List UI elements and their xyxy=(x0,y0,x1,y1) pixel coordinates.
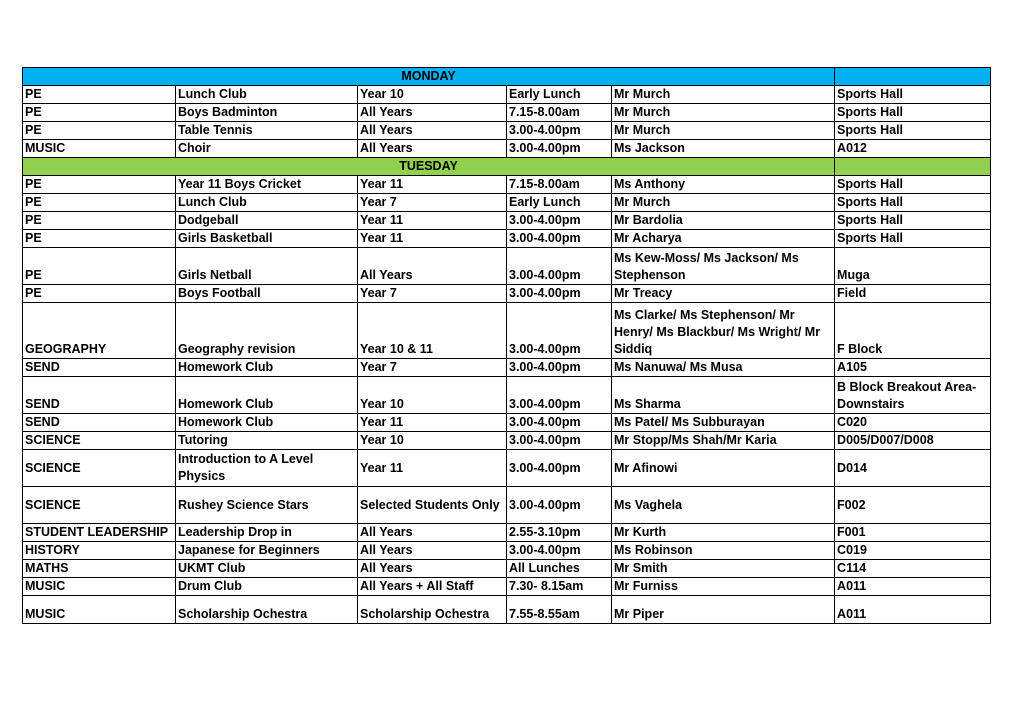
cell-staff: Mr Murch xyxy=(612,122,835,140)
cell-room: C020 xyxy=(835,414,991,432)
cell-time: 3.00-4.00pm xyxy=(507,248,612,285)
cell-staff: Mr Murch xyxy=(612,194,835,212)
cell-year: Year 11 xyxy=(358,230,507,248)
cell-staff: Mr Furniss xyxy=(612,578,835,596)
cell-year: All Years xyxy=(358,524,507,542)
cell-department: GEOGRAPHY xyxy=(23,303,176,359)
cell-time: Early Lunch xyxy=(507,194,612,212)
cell-activity: Tutoring xyxy=(176,432,358,450)
cell-year: Year 11 xyxy=(358,176,507,194)
cell-staff: Mr Murch xyxy=(612,86,835,104)
cell-room: Sports Hall xyxy=(835,176,991,194)
cell-staff: Ms Sharma xyxy=(612,377,835,414)
cell-room: Sports Hall xyxy=(835,104,991,122)
cell-department: PE xyxy=(23,122,176,140)
cell-room: A011 xyxy=(835,596,991,624)
cell-department: MUSIC xyxy=(23,596,176,624)
cell-room: Field xyxy=(835,285,991,303)
table-row xyxy=(23,212,991,230)
cell-time: 3.00-4.00pm xyxy=(507,377,612,414)
cell-activity: Table Tennis xyxy=(176,122,358,140)
cell-staff: Ms Kew-Moss/ Ms Jackson/ Ms Stephenson xyxy=(612,248,835,285)
day-header-spacer xyxy=(835,68,991,86)
cell-room: Sports Hall xyxy=(835,86,991,104)
cell-department: STUDENT LEADERSHIP xyxy=(23,524,176,542)
cell-activity: Choir xyxy=(176,140,358,158)
cell-department: PE xyxy=(23,285,176,303)
cell-room: B Block Breakout Area- Downstairs xyxy=(835,377,991,414)
cell-department: MUSIC xyxy=(23,140,176,158)
cell-activity: Homework Club xyxy=(176,359,358,377)
table-row xyxy=(23,578,991,596)
cell-year: Year 11 xyxy=(358,212,507,230)
cell-staff: Mr Piper xyxy=(612,596,835,624)
cell-year: Year 10 xyxy=(358,432,507,450)
cell-activity: Boys Badminton xyxy=(176,104,358,122)
table-row xyxy=(23,596,991,624)
cell-department: SEND xyxy=(23,359,176,377)
table-row xyxy=(23,248,991,285)
cell-staff: Ms Nanuwa/ Ms Musa xyxy=(612,359,835,377)
cell-staff: Ms Robinson xyxy=(612,542,835,560)
cell-time: Early Lunch xyxy=(507,86,612,104)
day-header-tuesday xyxy=(23,158,991,176)
cell-department: PE xyxy=(23,230,176,248)
cell-activity: UKMT Club xyxy=(176,560,358,578)
table-row xyxy=(23,122,991,140)
cell-room: Sports Hall xyxy=(835,230,991,248)
table-row xyxy=(23,377,991,414)
cell-activity: Japanese for Beginners xyxy=(176,542,358,560)
cell-room: F002 xyxy=(835,487,991,524)
cell-activity: Girls Basketball xyxy=(176,230,358,248)
cell-time: 3.00-4.00pm xyxy=(507,432,612,450)
cell-year: Year 10 & 11 xyxy=(358,303,507,359)
cell-year: Year 10 xyxy=(358,377,507,414)
cell-year: All Years xyxy=(358,140,507,158)
cell-year: All Years xyxy=(358,122,507,140)
day-header-monday xyxy=(23,68,991,86)
cell-activity: Dodgeball xyxy=(176,212,358,230)
cell-department: PE xyxy=(23,176,176,194)
cell-staff: Mr Stopp/Ms Shah/Mr Karia xyxy=(612,432,835,450)
cell-activity: Homework Club xyxy=(176,414,358,432)
cell-staff: Mr Afinowi xyxy=(612,450,835,487)
cell-staff: Ms Clarke/ Ms Stephenson/ Mr Henry/ Ms Blackbur/ Ms Wright/ Mr Siddiq xyxy=(612,303,835,359)
cell-time: 7.55-8.55am xyxy=(507,596,612,624)
cell-staff: Ms Patel/ Ms Subburayan xyxy=(612,414,835,432)
cell-time: 7.15-8.00am xyxy=(507,104,612,122)
cell-time: 3.00-4.00pm xyxy=(507,230,612,248)
cell-year: Year 7 xyxy=(358,285,507,303)
cell-year: All Years + All Staff xyxy=(358,578,507,596)
table-row xyxy=(23,285,991,303)
activities-table xyxy=(22,67,991,624)
table-row xyxy=(23,432,991,450)
table-row xyxy=(23,86,991,104)
cell-time: 7.15-8.00am xyxy=(507,176,612,194)
cell-year: All Years xyxy=(358,542,507,560)
cell-time: 2.55-3.10pm xyxy=(507,524,612,542)
cell-activity: Girls Netball xyxy=(176,248,358,285)
cell-time: 3.00-4.00pm xyxy=(507,542,612,560)
cell-year: Year 7 xyxy=(358,194,507,212)
cell-department: SCIENCE xyxy=(23,450,176,487)
table-row xyxy=(23,524,991,542)
cell-year: Year 10 xyxy=(358,86,507,104)
cell-department: SEND xyxy=(23,377,176,414)
table-row xyxy=(23,487,991,524)
cell-department: PE xyxy=(23,212,176,230)
table-row xyxy=(23,230,991,248)
cell-time: 3.00-4.00pm xyxy=(507,140,612,158)
cell-room: D005/D007/D008 xyxy=(835,432,991,450)
day-name: MONDAY xyxy=(23,68,835,86)
cell-activity: Year 11 Boys Cricket xyxy=(176,176,358,194)
cell-staff: Ms Anthony xyxy=(612,176,835,194)
table-row xyxy=(23,104,991,122)
cell-room: Sports Hall xyxy=(835,194,991,212)
cell-department: PE xyxy=(23,86,176,104)
cell-department: HISTORY xyxy=(23,542,176,560)
cell-activity: Introduction to A Level Physics xyxy=(176,450,358,487)
day-name: TUESDAY xyxy=(23,158,835,176)
cell-activity: Lunch Club xyxy=(176,194,358,212)
cell-staff: Mr Acharya xyxy=(612,230,835,248)
cell-room: Sports Hall xyxy=(835,122,991,140)
table-row xyxy=(23,194,991,212)
cell-staff: Ms Jackson xyxy=(612,140,835,158)
table-row xyxy=(23,303,991,359)
cell-activity: Boys Football xyxy=(176,285,358,303)
cell-department: MUSIC xyxy=(23,578,176,596)
cell-time: All Lunches xyxy=(507,560,612,578)
cell-year: Year 7 xyxy=(358,359,507,377)
cell-room: A105 xyxy=(835,359,991,377)
cell-activity: Rushey Science Stars xyxy=(176,487,358,524)
cell-staff: Mr Kurth xyxy=(612,524,835,542)
cell-year: All Years xyxy=(358,560,507,578)
cell-activity: Drum Club xyxy=(176,578,358,596)
cell-year: Selected Students Only xyxy=(358,487,507,524)
cell-department: SCIENCE xyxy=(23,487,176,524)
cell-department: PE xyxy=(23,104,176,122)
cell-room: F Block xyxy=(835,303,991,359)
cell-year: Year 11 xyxy=(358,450,507,487)
cell-department: PE xyxy=(23,194,176,212)
cell-activity: Scholarship Ochestra xyxy=(176,596,358,624)
cell-time: 3.00-4.00pm xyxy=(507,303,612,359)
cell-time: 3.00-4.00pm xyxy=(507,414,612,432)
table-row xyxy=(23,414,991,432)
day-header-spacer xyxy=(835,158,991,176)
cell-staff: Mr Smith xyxy=(612,560,835,578)
table-row xyxy=(23,140,991,158)
cell-year: All Years xyxy=(358,104,507,122)
cell-time: 3.00-4.00pm xyxy=(507,450,612,487)
cell-year: Year 11 xyxy=(358,414,507,432)
cell-room: F001 xyxy=(835,524,991,542)
cell-time: 3.00-4.00pm xyxy=(507,359,612,377)
cell-staff: Mr Treacy xyxy=(612,285,835,303)
table-row xyxy=(23,560,991,578)
cell-activity: Lunch Club xyxy=(176,86,358,104)
cell-room: A011 xyxy=(835,578,991,596)
cell-room: C019 xyxy=(835,542,991,560)
cell-staff: Mr Bardolia xyxy=(612,212,835,230)
table-row xyxy=(23,176,991,194)
cell-time: 3.00-4.00pm xyxy=(507,122,612,140)
cell-staff: Mr Murch xyxy=(612,104,835,122)
cell-room: A012 xyxy=(835,140,991,158)
cell-time: 7.30- 8.15am xyxy=(507,578,612,596)
cell-room: Muga xyxy=(835,248,991,285)
cell-department: PE xyxy=(23,248,176,285)
cell-room: C114 xyxy=(835,560,991,578)
cell-activity: Leadership Drop in xyxy=(176,524,358,542)
cell-year: Scholarship Ochestra xyxy=(358,596,507,624)
cell-time: 3.00-4.00pm xyxy=(507,212,612,230)
cell-year: All Years xyxy=(358,248,507,285)
cell-time: 3.00-4.00pm xyxy=(507,285,612,303)
timetable-sheet xyxy=(22,67,990,624)
table-row xyxy=(23,359,991,377)
table-row xyxy=(23,542,991,560)
cell-activity: Homework Club xyxy=(176,377,358,414)
cell-room: Sports Hall xyxy=(835,212,991,230)
cell-staff: Ms Vaghela xyxy=(612,487,835,524)
cell-activity: Geography revision xyxy=(176,303,358,359)
cell-time: 3.00-4.00pm xyxy=(507,487,612,524)
cell-department: SCIENCE xyxy=(23,432,176,450)
cell-department: SEND xyxy=(23,414,176,432)
table-row xyxy=(23,450,991,487)
cell-room: D014 xyxy=(835,450,991,487)
cell-department: MATHS xyxy=(23,560,176,578)
